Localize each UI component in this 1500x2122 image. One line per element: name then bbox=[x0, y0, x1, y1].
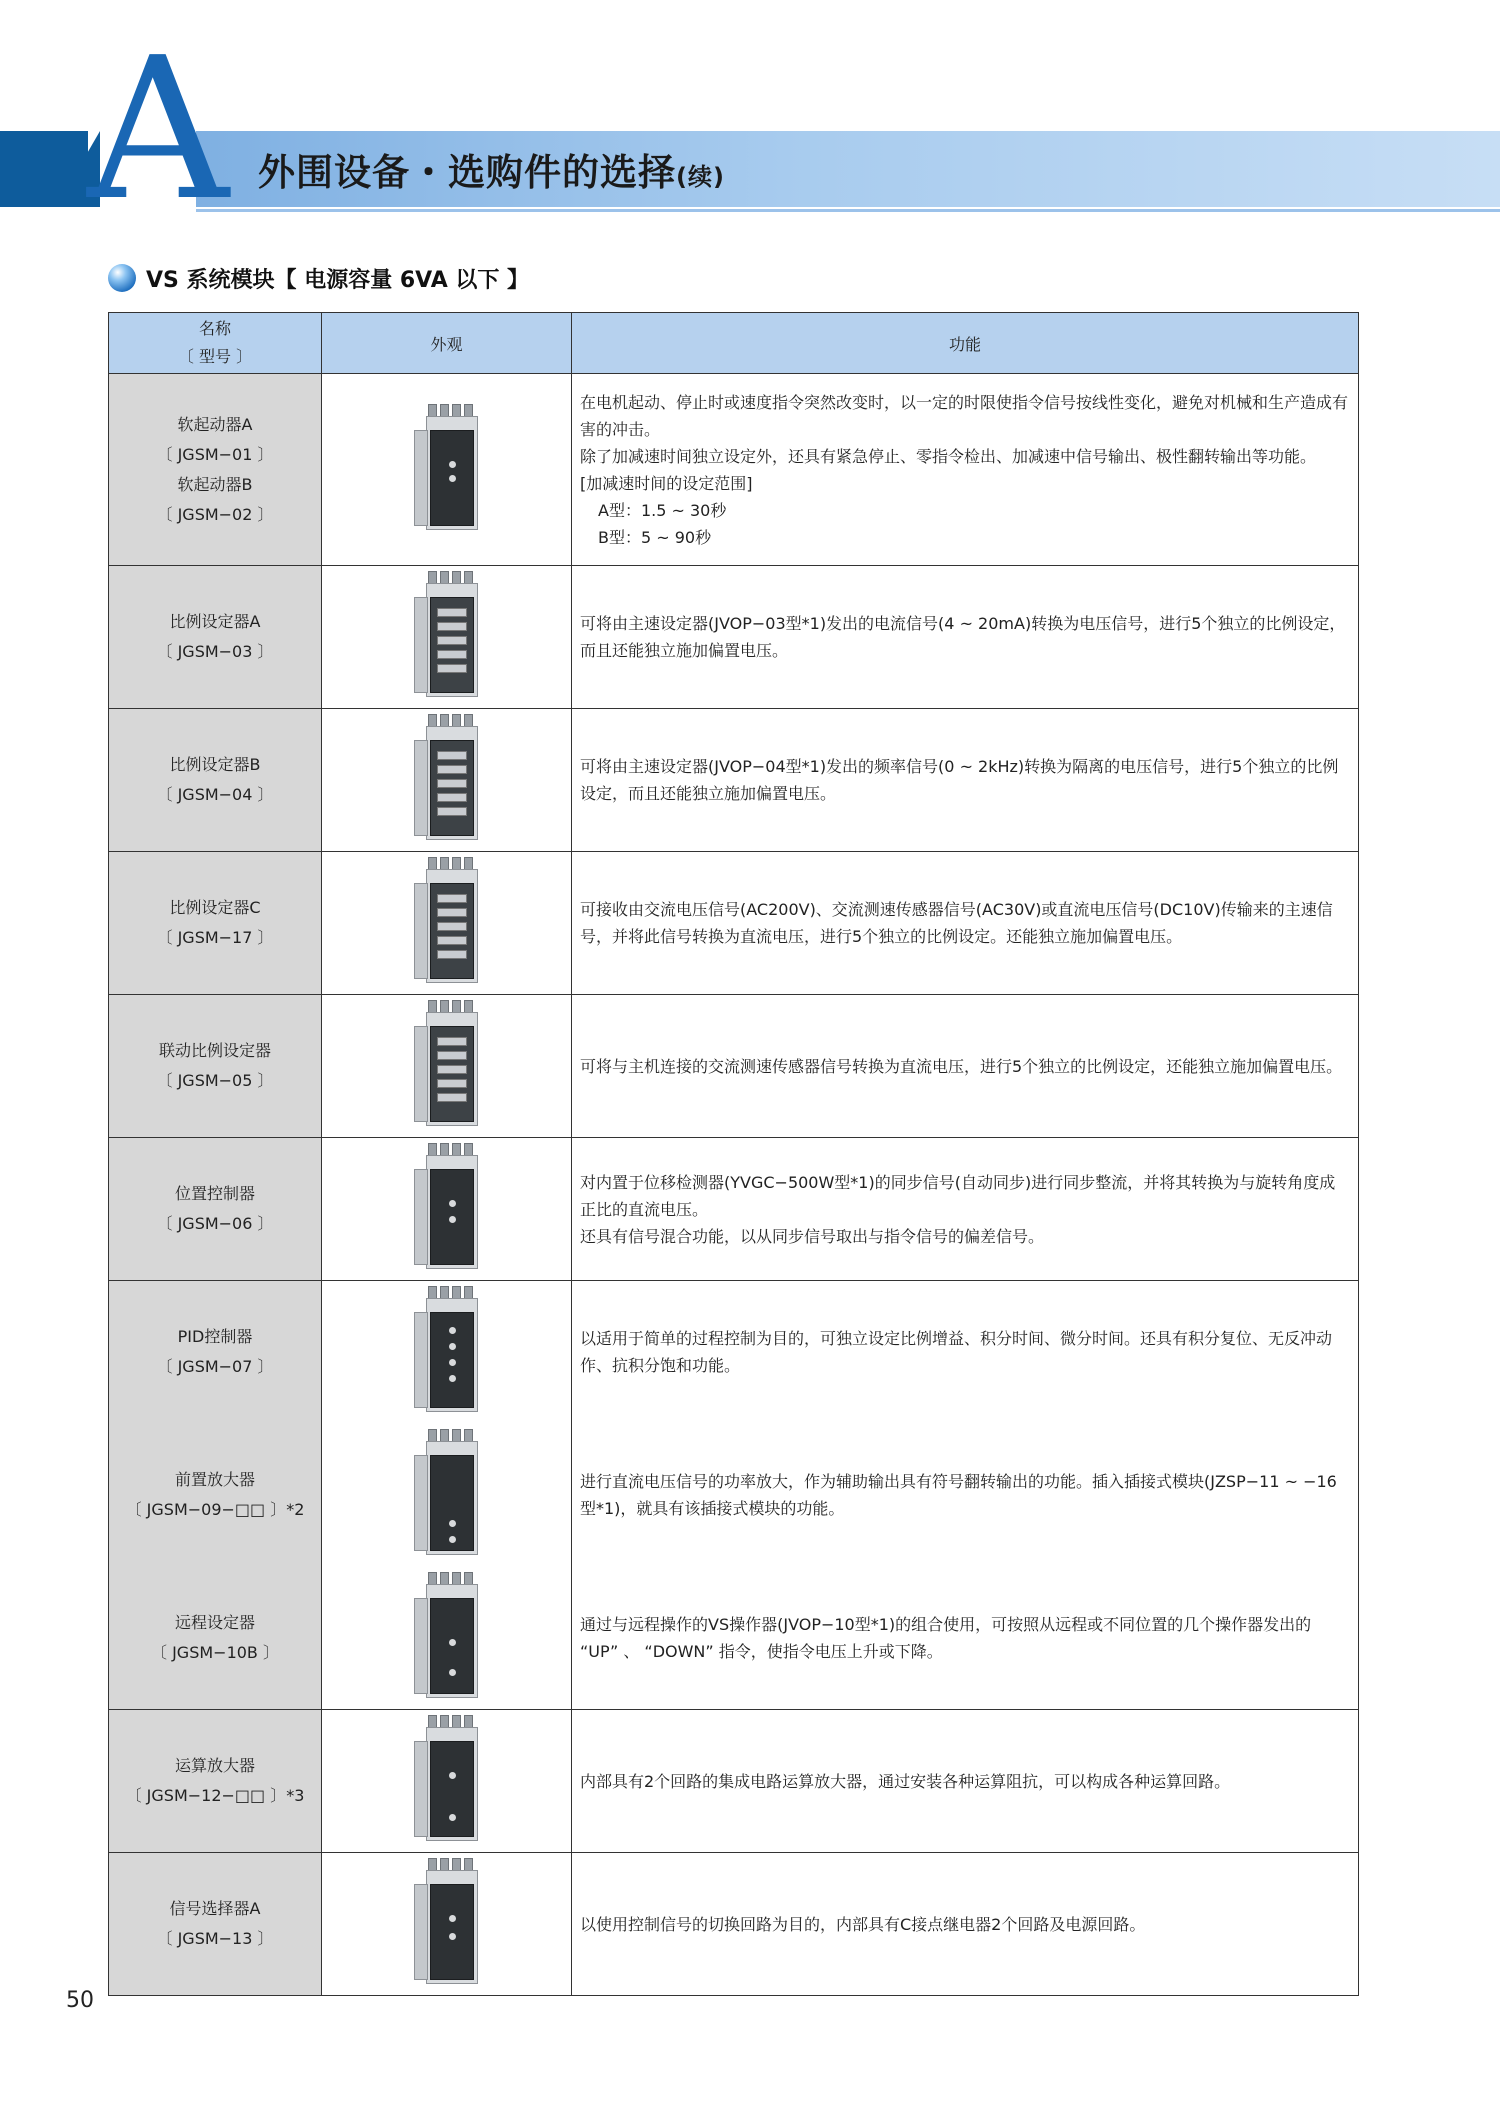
header-name-line1: 名称 bbox=[198, 319, 231, 338]
module-table bbox=[108, 312, 1359, 1996]
row-appearance bbox=[322, 1138, 572, 1281]
header-rule bbox=[196, 209, 1500, 212]
row-name bbox=[109, 1710, 322, 1853]
table-header-row bbox=[109, 313, 1359, 374]
module-image-ratio-setter bbox=[414, 571, 480, 699]
module-image-ratio-setter bbox=[414, 714, 480, 842]
func-text: B型：5 ~ 90秒 bbox=[598, 527, 712, 547]
module-image-pid-controller bbox=[414, 1286, 480, 1414]
model-line: 〔 JGSM−17 〕 bbox=[156, 928, 274, 947]
name-line: 运算放大器 bbox=[174, 1756, 255, 1775]
row-name bbox=[109, 852, 322, 995]
name-line: PID控制器 bbox=[177, 1327, 253, 1347]
table-row bbox=[109, 995, 1359, 1138]
row-appearance bbox=[322, 374, 572, 566]
module-image-position-controller bbox=[414, 1143, 480, 1271]
row-function bbox=[572, 1567, 1359, 1710]
func-text: 可将由主速设定器(JVOP−04型*1)发出的频率信号(0 ~ 2kHz)转换为隔离的电压信号，进行5个独立的比例设定，而且还能独立施加偏置电压。 bbox=[580, 757, 1339, 803]
module-image-ratio-setter bbox=[414, 857, 480, 985]
row-name bbox=[109, 1424, 322, 1567]
name-line: 软起动器A bbox=[177, 414, 253, 434]
row-appearance bbox=[322, 1853, 572, 1996]
row-function bbox=[572, 852, 1359, 995]
func-text: 在电机起动、停止时或速度指令突然改变时，以一定的时限使指令信号按线性变化，避免对机械和生产造成有害的冲击。 bbox=[580, 392, 1349, 439]
module-image-softstarter bbox=[414, 404, 480, 532]
table-row bbox=[109, 1138, 1359, 1281]
table-row bbox=[109, 852, 1359, 995]
model-line: 〔 JGSM−01 〕 bbox=[156, 444, 274, 464]
row-name bbox=[109, 1138, 322, 1281]
row-name bbox=[109, 566, 322, 709]
model-line: 〔 JGSM−09−□□ 〕*2 bbox=[125, 1500, 305, 1519]
page-title bbox=[258, 142, 725, 196]
row-function bbox=[572, 995, 1359, 1138]
row-function bbox=[572, 709, 1359, 852]
func-text: A型：1.5 ~ 30秒 bbox=[598, 500, 727, 520]
name-line: 前置放大器 bbox=[174, 1470, 255, 1489]
row-function bbox=[572, 1281, 1359, 1424]
module-image-remote-setter bbox=[414, 1572, 480, 1700]
header-appearance: 外观 bbox=[322, 313, 572, 374]
table-row bbox=[109, 566, 1359, 709]
table-row bbox=[109, 374, 1359, 566]
name-line: 软起动器B bbox=[177, 474, 253, 494]
table-row bbox=[109, 1567, 1359, 1710]
row-appearance bbox=[322, 1424, 572, 1567]
table-row bbox=[109, 1424, 1359, 1567]
func-text: 可接收由交流电压信号(AC200V)、交流测速传感器信号(AC30V)或直流电压信号(DC10V)传输来的主速信号，并将此信号转换为直流电压，进行5个独立的比例设定。还能独立施加偏置电压。 bbox=[580, 900, 1333, 946]
func-text: 可将与主机连接的交流测速传感器信号转换为直流电压，进行5个独立的比例设定，还能独立施加偏置电压。 bbox=[580, 1056, 1343, 1076]
header-name bbox=[109, 313, 322, 374]
table-row bbox=[109, 1710, 1359, 1853]
page-number: 50 bbox=[66, 1988, 94, 2013]
table-row bbox=[109, 1853, 1359, 1996]
row-function bbox=[572, 374, 1359, 566]
header-name-line2: 〔 型号 〕 bbox=[177, 347, 253, 366]
func-text: 内部具有2个回路的集成电路运算放大器，通过安装各种运算阻抗，可以构成各种运算回路。 bbox=[580, 1771, 1231, 1791]
module-image-preamplifier bbox=[414, 1429, 480, 1557]
name-line: 比例设定器C bbox=[169, 898, 261, 917]
func-text: 对内置于位移检测器(YVGC−500W型*1)的同步信号(自动同步)进行同步整流，并将其转换为与旋转角度成正比的直流电压。 bbox=[580, 1172, 1336, 1219]
func-text: 进行直流电压信号的功率放大，作为辅助输出具有符号翻转输出的功能。插入插接式模块(JZSP−11 ~ −16型*1)，就具有该插接式模块的功能。 bbox=[580, 1472, 1337, 1518]
name-line: 比例设定器A bbox=[169, 612, 261, 631]
page-title-suffix: (续) bbox=[676, 163, 725, 191]
func-text: 还具有信号混合功能，以从同步信号取出与指令信号的偏差信号。 bbox=[580, 1226, 1045, 1246]
name-line: 远程设定器 bbox=[174, 1612, 255, 1632]
row-function bbox=[572, 1424, 1359, 1567]
func-text: 通过与远程操作的VS操作器(JVOP−10型*1)的组合使用，可按照从远程或不同位置的几个操作器发出的 “UP” 、 “DOWN” 指令，使指令电压上升或下降。 bbox=[580, 1614, 1312, 1661]
row-name bbox=[109, 1567, 322, 1710]
module-image-signal-selector bbox=[414, 1858, 480, 1986]
row-function bbox=[572, 1138, 1359, 1281]
row-name bbox=[109, 1853, 322, 1996]
model-line: 〔 JGSM−02 〕 bbox=[156, 504, 274, 524]
section-title: VS 系统模块【 电源容量 6VA 以下 】 bbox=[146, 267, 530, 293]
row-name bbox=[109, 995, 322, 1138]
model-line: 〔 JGSM−13 〕 bbox=[156, 1929, 274, 1948]
row-appearance bbox=[322, 1281, 572, 1424]
model-line: 〔 JGSM−05 〕 bbox=[156, 1071, 274, 1090]
model-line: 〔 JGSM−06 〕 bbox=[156, 1214, 274, 1233]
blue-ball-bullet-icon bbox=[108, 264, 136, 292]
row-appearance bbox=[322, 852, 572, 995]
func-text: 可将由主速设定器(JVOP−03型*1)发出的电流信号(4 ~ 20mA)转换为电压信号，进行5个独立的比例设定，而且还能独立施加偏置电压。 bbox=[580, 614, 1346, 660]
model-line: 〔 JGSM−03 〕 bbox=[156, 642, 274, 661]
name-line: 联动比例设定器 bbox=[158, 1041, 271, 1060]
module-image-operational-amplifier bbox=[414, 1715, 480, 1843]
header-function: 功能 bbox=[572, 313, 1359, 374]
func-text: [加减速时间的设定范围] bbox=[580, 473, 753, 493]
row-name bbox=[109, 1281, 322, 1424]
model-line: 〔 JGSM−07 〕 bbox=[156, 1357, 274, 1377]
table-row bbox=[109, 1281, 1359, 1424]
func-text: 以适用于简单的过程控制为目的，可独立设定比例增益、积分时间、微分时间。还具有积分复位、无反冲动作、抗积分饱和功能。 bbox=[580, 1329, 1333, 1376]
row-appearance bbox=[322, 1567, 572, 1710]
page-title-text: 外围设备・选购件的选择 bbox=[258, 151, 676, 194]
row-appearance bbox=[322, 709, 572, 852]
row-function bbox=[572, 1853, 1359, 1996]
row-appearance bbox=[322, 566, 572, 709]
func-text: 以使用控制信号的切换回路为目的，内部具有C接点继电器2个回路及电源回路。 bbox=[580, 1914, 1146, 1934]
module-image-linked-ratio-setter bbox=[414, 1000, 480, 1128]
chapter-letter: A bbox=[87, 16, 229, 244]
table-row bbox=[109, 709, 1359, 852]
row-appearance bbox=[322, 995, 572, 1138]
row-function bbox=[572, 1710, 1359, 1853]
func-text: 除了加减速时间独立设定外，还具有紧急停止、零指令检出、加减速中信号输出、极性翻转输出等功能。 bbox=[580, 446, 1317, 466]
row-function bbox=[572, 566, 1359, 709]
row-appearance bbox=[322, 1710, 572, 1853]
name-line: 比例设定器B bbox=[169, 755, 261, 774]
section-heading bbox=[108, 262, 529, 294]
row-name bbox=[109, 374, 322, 566]
model-line: 〔 JGSM−12−□□ 〕*3 bbox=[125, 1786, 305, 1805]
name-line: 位置控制器 bbox=[174, 1184, 255, 1203]
model-line: 〔 JGSM−10B 〕 bbox=[151, 1642, 279, 1662]
name-line: 信号选择器A bbox=[169, 1899, 261, 1918]
row-name bbox=[109, 709, 322, 852]
model-line: 〔 JGSM−04 〕 bbox=[156, 785, 274, 804]
